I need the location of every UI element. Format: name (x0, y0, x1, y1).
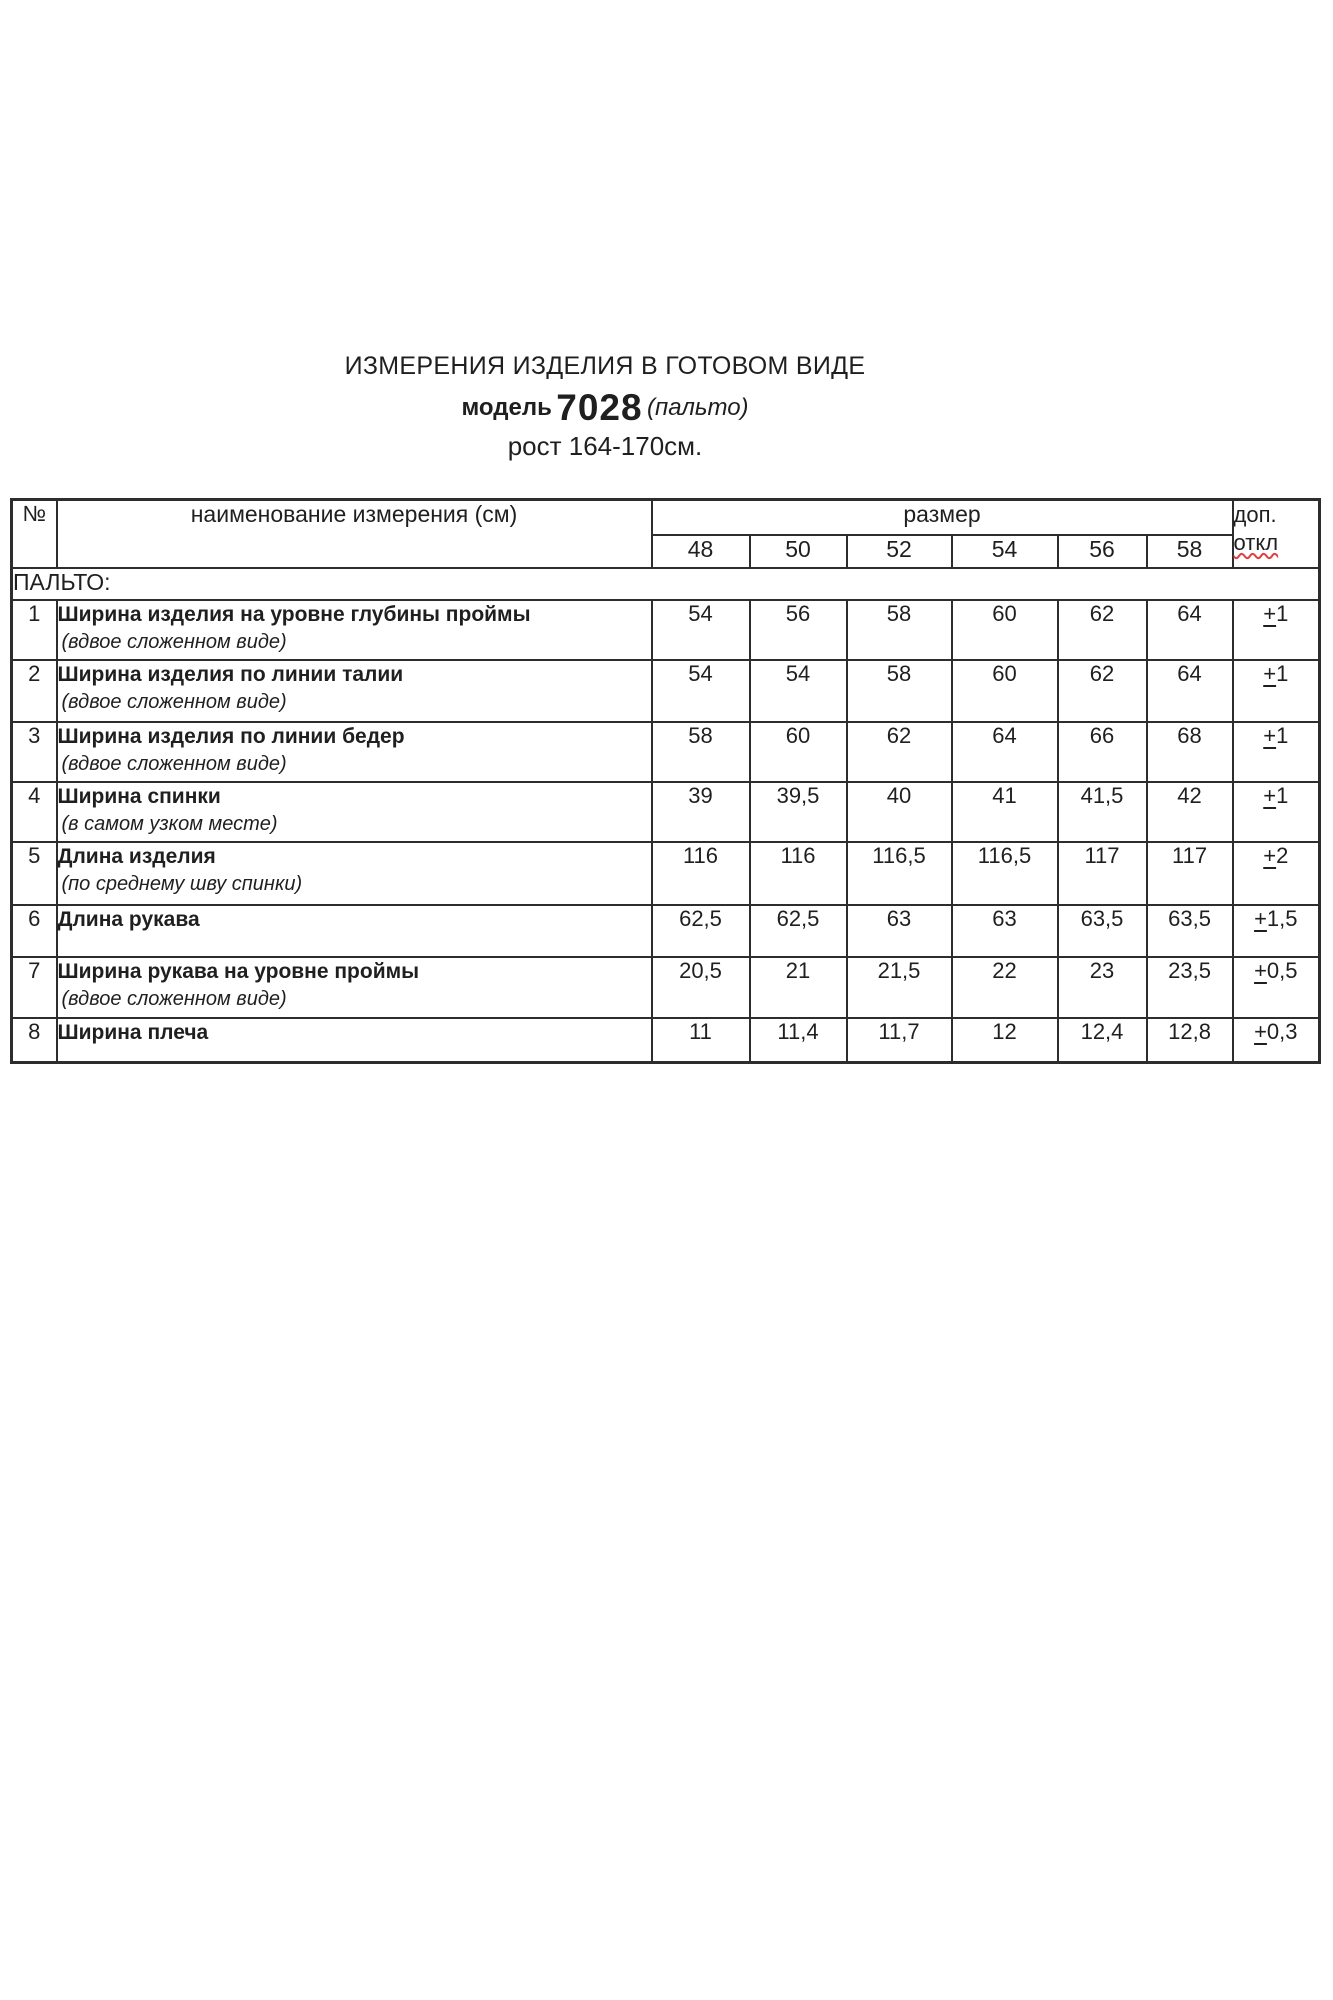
value-size-56: 62 (1058, 600, 1147, 660)
plus-minus-sign: + (1254, 1018, 1267, 1044)
value-size-52: 62 (847, 722, 952, 782)
model-note: (пальто) (647, 394, 749, 421)
measurement-name: Длина изделия (57, 844, 216, 868)
title-block (0, 352, 1210, 462)
value-size-50: 116 (750, 842, 847, 905)
model-line (0, 388, 1210, 428)
row-number: 3 (12, 722, 57, 782)
value-size-48: 54 (652, 600, 750, 660)
measurement-note: (вдвое сложенном виде) (61, 690, 287, 713)
column-header-size-54: 54 (952, 535, 1058, 568)
value-size-50: 11,4 (750, 1018, 847, 1063)
column-header-size-58: 58 (1147, 535, 1233, 568)
tolerance-header-line1: доп. (1233, 502, 1277, 527)
row-number: 5 (12, 842, 57, 905)
value-size-56: 41,5 (1058, 782, 1147, 842)
table-row (12, 842, 1320, 905)
value-size-50: 56 (750, 600, 847, 660)
row-number: 2 (12, 660, 57, 722)
table-body (12, 568, 1320, 1063)
value-size-48: 20,5 (652, 957, 750, 1018)
measurement-name-cell (57, 905, 652, 957)
value-size-54: 22 (952, 957, 1058, 1018)
measurements-table (10, 498, 1321, 1064)
value-size-58: 117 (1147, 842, 1233, 905)
measurement-name-cell (57, 1018, 652, 1063)
table-row (12, 722, 1320, 782)
tolerance-value: 0,3 (1266, 1018, 1298, 1044)
value-size-54: 63 (952, 905, 1058, 957)
height-range: рост 164-170см. (507, 431, 703, 461)
measurement-name: Длина рукава (57, 907, 200, 931)
tolerance-cell (1233, 842, 1320, 905)
tolerance-cell (1233, 905, 1320, 957)
measurement-name: Ширина рукава на уровне проймы (57, 959, 420, 983)
value-size-48: 11 (652, 1018, 750, 1063)
table-header (12, 500, 1320, 568)
measurement-name-cell (57, 722, 652, 782)
tolerance-cell (1233, 600, 1320, 660)
header-row-1 (12, 500, 1320, 535)
value-size-56: 62 (1058, 660, 1147, 722)
value-size-48: 116 (652, 842, 750, 905)
value-size-56: 12,4 (1058, 1018, 1147, 1063)
table-row (12, 600, 1320, 660)
row-number: 6 (12, 905, 57, 957)
column-header-size-50: 50 (750, 535, 847, 568)
value-size-58: 12,8 (1147, 1018, 1233, 1063)
document-title: ИЗМЕРЕНИЯ ИЗДЕЛИЯ В ГОТОВОМ ВИДЕ (344, 352, 866, 380)
value-size-58: 68 (1147, 722, 1233, 782)
section-row (12, 568, 1320, 600)
measurement-name: Ширина плеча (57, 1020, 209, 1044)
value-size-48: 62,5 (652, 905, 750, 957)
column-header-size-52: 52 (847, 535, 952, 568)
measurement-note: (вдвое сложенном виде) (61, 630, 287, 653)
measurement-name: Ширина изделия по линии талии (57, 662, 404, 686)
value-size-48: 54 (652, 660, 750, 722)
measurement-name: Ширина изделия по линии бедер (57, 724, 405, 748)
tolerance-value: 1,5 (1266, 905, 1298, 931)
row-number: 1 (12, 600, 57, 660)
value-size-58: 64 (1147, 600, 1233, 660)
value-size-48: 39 (652, 782, 750, 842)
value-size-52: 63 (847, 905, 952, 957)
plus-minus-sign: + (1263, 660, 1277, 686)
tolerance-cell (1233, 1018, 1320, 1063)
value-size-58: 64 (1147, 660, 1233, 722)
measurement-name-cell (57, 842, 652, 905)
plus-minus-sign: + (1263, 782, 1277, 808)
table-row (12, 660, 1320, 722)
measurement-name-cell (57, 782, 652, 842)
row-number: 7 (12, 957, 57, 1018)
value-size-54: 12 (952, 1018, 1058, 1063)
tolerance-cell (1233, 957, 1320, 1018)
tolerance-value: 2 (1276, 842, 1289, 868)
value-size-52: 116,5 (847, 842, 952, 905)
plus-minus-sign: + (1263, 600, 1277, 626)
value-size-54: 116,5 (952, 842, 1058, 905)
plus-minus-sign: + (1263, 722, 1277, 748)
value-size-52: 21,5 (847, 957, 952, 1018)
value-size-54: 60 (952, 660, 1058, 722)
plus-minus-sign: + (1254, 957, 1267, 983)
measurement-note: (по среднему шву спинки) (61, 872, 303, 895)
column-header-number: № (12, 500, 57, 568)
value-size-56: 66 (1058, 722, 1147, 782)
column-header-tolerance (1233, 500, 1320, 568)
measurement-note: (вдвое сложенном виде) (61, 987, 287, 1010)
value-size-58: 42 (1147, 782, 1233, 842)
measurement-name-cell (57, 660, 652, 722)
value-size-50: 21 (750, 957, 847, 1018)
value-size-52: 58 (847, 600, 952, 660)
column-header-size-56: 56 (1058, 535, 1147, 568)
value-size-54: 41 (952, 782, 1058, 842)
row-number: 4 (12, 782, 57, 842)
measurement-note: (в самом узком месте) (61, 812, 278, 835)
plus-minus-sign: + (1263, 842, 1277, 868)
value-size-58: 23,5 (1147, 957, 1233, 1018)
value-size-56: 23 (1058, 957, 1147, 1018)
column-header-name: наименование измерения (см) (57, 500, 652, 568)
value-size-50: 62,5 (750, 905, 847, 957)
value-size-56: 117 (1058, 842, 1147, 905)
value-size-54: 64 (952, 722, 1058, 782)
value-size-50: 39,5 (750, 782, 847, 842)
value-size-54: 60 (952, 600, 1058, 660)
measurement-note: (вдвое сложенном виде) (61, 752, 287, 775)
measurement-name: Ширина изделия на уровне глубины проймы (57, 602, 531, 626)
measurement-name-cell (57, 957, 652, 1018)
value-size-50: 54 (750, 660, 847, 722)
table-row (12, 1018, 1320, 1063)
value-size-48: 58 (652, 722, 750, 782)
tolerance-value: 1 (1276, 660, 1289, 686)
table-row (12, 782, 1320, 842)
value-size-52: 58 (847, 660, 952, 722)
plus-minus-sign: + (1254, 905, 1267, 931)
section-label: ПАЛЬТО: (12, 568, 1320, 600)
tolerance-value: 1 (1276, 722, 1289, 748)
tolerance-value: 0,5 (1266, 957, 1298, 983)
value-size-56: 63,5 (1058, 905, 1147, 957)
value-size-58: 63,5 (1147, 905, 1233, 957)
tolerance-value: 1 (1276, 782, 1289, 808)
model-number: 7028 (556, 387, 643, 428)
tolerance-cell (1233, 722, 1320, 782)
tolerance-cell (1233, 660, 1320, 722)
model-label: модель (461, 394, 552, 421)
tolerance-value: 1 (1276, 600, 1289, 626)
column-header-size-48: 48 (652, 535, 750, 568)
measurement-name: Ширина спинки (57, 784, 221, 808)
table-row (12, 905, 1320, 957)
value-size-52: 40 (847, 782, 952, 842)
column-header-size-group: размер (652, 500, 1233, 535)
tolerance-header-line2: откл (1233, 529, 1279, 555)
value-size-50: 60 (750, 722, 847, 782)
tolerance-cell (1233, 782, 1320, 842)
measurement-name-cell (57, 600, 652, 660)
row-number: 8 (12, 1018, 57, 1063)
value-size-52: 11,7 (847, 1018, 952, 1063)
table-row (12, 957, 1320, 1018)
